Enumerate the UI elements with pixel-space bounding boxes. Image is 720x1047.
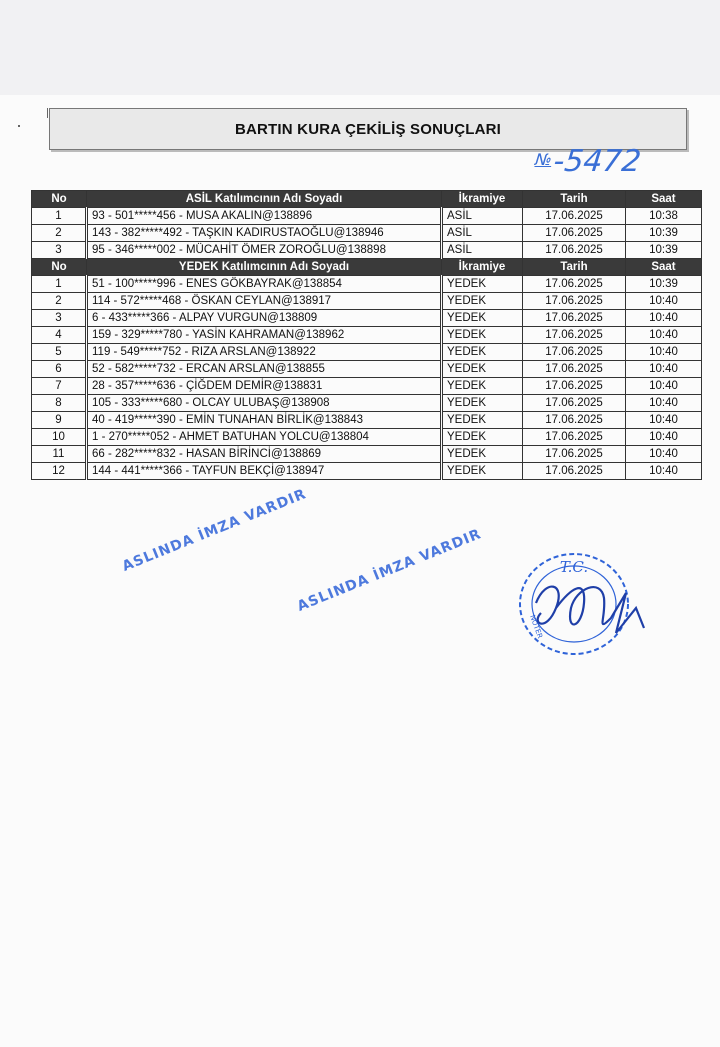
cell-ikramiye: YEDEK — [442, 293, 523, 310]
asil-header-row — [32, 191, 702, 208]
cell-name: 66 - 282*****832 - HASAN BİRİNCİ@138869 — [87, 446, 442, 463]
cell-saat: 10:40 — [626, 310, 702, 327]
cell-name: 95 - 346*****002 - MÜCAHİT ÖMER ZOROĞLU@138898 — [87, 242, 442, 259]
page-mark — [47, 108, 48, 118]
cell-name: 114 - 572*****468 - ÖSKAN CEYLAN@138917 — [87, 293, 442, 310]
table-row — [32, 446, 702, 463]
cell-ikramiye: YEDEK — [442, 327, 523, 344]
cell-no: 12 — [32, 463, 87, 480]
cell-saat: 10:39 — [626, 225, 702, 242]
cell-no: 3 — [32, 242, 87, 259]
table-row — [32, 327, 702, 344]
table-row — [32, 361, 702, 378]
cell-tarih: 17.06.2025 — [523, 361, 626, 378]
cell-saat: 10:40 — [626, 395, 702, 412]
cell-tarih: 17.06.2025 — [523, 463, 626, 480]
cell-ikramiye: YEDEK — [442, 429, 523, 446]
cell-ikramiye: YEDEK — [442, 446, 523, 463]
yedek-rows — [32, 276, 702, 480]
cell-ikramiye: YEDEK — [442, 361, 523, 378]
cell-saat: 10:40 — [626, 446, 702, 463]
table-row — [32, 378, 702, 395]
cell-ikramiye: ASİL — [442, 208, 523, 225]
cell-name: 51 - 100*****996 - ENES GÖKBAYRAK@138854 — [87, 276, 442, 293]
col-name: YEDEK Katılımcının Adı Soyadı — [87, 259, 442, 276]
cell-ikramiye: YEDEK — [442, 395, 523, 412]
cell-ikramiye: YEDEK — [442, 344, 523, 361]
cell-tarih: 17.06.2025 — [523, 395, 626, 412]
col-name: ASİL Katılımcının Adı Soyadı — [87, 191, 442, 208]
cell-name: 28 - 357*****636 - ÇİĞDEM DEMİR@138831 — [87, 378, 442, 395]
col-ikramiye: İkramiye — [442, 259, 523, 276]
table-row — [32, 225, 702, 242]
col-no: No — [32, 191, 87, 208]
cell-tarih: 17.06.2025 — [523, 327, 626, 344]
cell-tarih: 17.06.2025 — [523, 378, 626, 395]
notary-seal — [516, 548, 646, 658]
cell-no: 5 — [32, 344, 87, 361]
yedek-header-row — [32, 259, 702, 276]
cell-saat: 10:38 — [626, 208, 702, 225]
cell-tarih: 17.06.2025 — [523, 412, 626, 429]
cell-ikramiye: ASİL — [442, 242, 523, 259]
cell-ikramiye: ASİL — [442, 225, 523, 242]
cell-name: 6 - 433*****366 - ALPAY VURGUN@138809 — [87, 310, 442, 327]
asil-rows — [32, 208, 702, 259]
cell-name: 119 - 549*****752 - RIZA ARSLAN@138922 — [87, 344, 442, 361]
cell-saat: 10:40 — [626, 429, 702, 446]
cell-ikramiye: YEDEK — [442, 276, 523, 293]
cell-no: 11 — [32, 446, 87, 463]
results-table — [31, 190, 702, 480]
cell-no: 2 — [32, 225, 87, 242]
table-row — [32, 208, 702, 225]
cell-saat: 10:40 — [626, 463, 702, 480]
doc-number-prefix: № — [534, 150, 553, 169]
table-row — [32, 293, 702, 310]
cell-no: 1 — [32, 208, 87, 225]
cell-name: 93 - 501*****456 - MUSA AKALIN@138896 — [87, 208, 442, 225]
cell-saat: 10:40 — [626, 361, 702, 378]
cell-no: 6 — [32, 361, 87, 378]
cell-tarih: 17.06.2025 — [523, 225, 626, 242]
table-row — [32, 276, 702, 293]
cell-saat: 10:40 — [626, 293, 702, 310]
cell-ikramiye: YEDEK — [442, 463, 523, 480]
page-speck — [18, 125, 20, 127]
col-saat: Saat — [626, 191, 702, 208]
cell-no: 10 — [32, 429, 87, 446]
cell-no: 3 — [32, 310, 87, 327]
cell-ikramiye: YEDEK — [442, 378, 523, 395]
stamp-original-signed-2: ASLINDA İMZA VARDIR — [295, 526, 484, 615]
cell-name: 52 - 582*****732 - ERCAN ARSLAN@138855 — [87, 361, 442, 378]
col-ikramiye: İkramiye — [442, 191, 523, 208]
table-row — [32, 429, 702, 446]
cell-tarih: 17.06.2025 — [523, 208, 626, 225]
cell-no: 8 — [32, 395, 87, 412]
cell-name: 159 - 329*****780 - YASİN KAHRAMAN@138962 — [87, 327, 442, 344]
cell-tarih: 17.06.2025 — [523, 293, 626, 310]
cell-no: 9 — [32, 412, 87, 429]
cell-saat: 10:40 — [626, 344, 702, 361]
cell-name: 40 - 419*****390 - EMİN TUNAHAN BİRLİK@138843 — [87, 412, 442, 429]
cell-name: 1 - 270*****052 - AHMET BATUHAN YOLCU@138804 — [87, 429, 442, 446]
cell-saat: 10:40 — [626, 412, 702, 429]
cell-ikramiye: YEDEK — [442, 412, 523, 429]
col-no: No — [32, 259, 87, 276]
cell-no: 2 — [32, 293, 87, 310]
cell-name: 105 - 333*****680 - OLCAY ULUBAŞ@138908 — [87, 395, 442, 412]
cell-tarih: 17.06.2025 — [523, 429, 626, 446]
col-tarih: Tarih — [523, 191, 626, 208]
page-title: BARTIN KURA ÇEKİLİŞ SONUÇLARI — [234, 120, 502, 138]
doc-number-value: -5472 — [551, 144, 643, 179]
table-row — [32, 344, 702, 361]
cell-tarih: 17.06.2025 — [523, 276, 626, 293]
table-row — [32, 310, 702, 327]
col-tarih: Tarih — [523, 259, 626, 276]
handwritten-doc-number — [533, 144, 643, 179]
seal-side-text: NOTER — [528, 613, 544, 640]
cell-ikramiye: YEDEK — [442, 310, 523, 327]
table-row — [32, 412, 702, 429]
cell-name: 144 - 441*****366 - TAYFUN BEKÇİ@138947 — [87, 463, 442, 480]
cell-no: 4 — [32, 327, 87, 344]
seal-top-text: T.C. — [559, 558, 589, 576]
top-margin — [0, 0, 720, 95]
col-saat: Saat — [626, 259, 702, 276]
table-row — [32, 395, 702, 412]
cell-tarih: 17.06.2025 — [523, 446, 626, 463]
table-row — [32, 242, 702, 259]
cell-tarih: 17.06.2025 — [523, 344, 626, 361]
cell-name: 143 - 382*****492 - TAŞKIN KADIRUSTAOĞLU@138946 — [87, 225, 442, 242]
cell-tarih: 17.06.2025 — [523, 242, 626, 259]
cell-saat: 10:40 — [626, 378, 702, 395]
cell-tarih: 17.06.2025 — [523, 310, 626, 327]
table-row — [32, 463, 702, 480]
stamp-original-signed-1: ASLINDA İMZA VARDIR — [120, 486, 309, 575]
cell-saat: 10:39 — [626, 242, 702, 259]
cell-no: 7 — [32, 378, 87, 395]
cell-no: 1 — [32, 276, 87, 293]
cell-saat: 10:40 — [626, 327, 702, 344]
cell-saat: 10:39 — [626, 276, 702, 293]
